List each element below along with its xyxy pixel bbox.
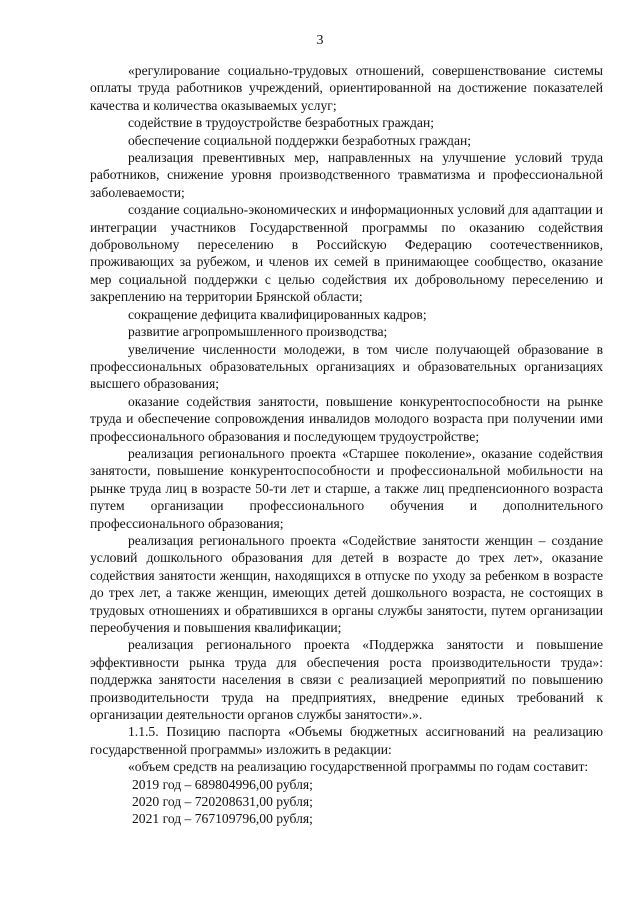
funding-year-line: 2020 год – 720208631,00 рубля; bbox=[132, 794, 313, 810]
paragraph: реализация превентивных мер, направленных на улучшение условий труда работников, снижение уровня производственного травматизма и профессиональной заболеваемости; bbox=[90, 150, 603, 200]
paragraph: оказание содействия занятости, повышение конкурентоспособности на рынке труда и обеспечение сопровождения инвалидов молодого возраста при получении ими профессионального образования и последующем трудоустройстве; bbox=[90, 393, 603, 444]
paragraph: увеличение численности молодежи, в том числе получающей образование в профессиональных образовательных организациях и образовательных организациях высшего образования; bbox=[90, 341, 603, 392]
funding-year-line: 2021 год – 767109796,00 рубля; bbox=[132, 811, 313, 827]
paragraph: развитие агропромышленного производства; bbox=[128, 324, 388, 340]
paragraph: сокращение дефицита квалифицированных кадров; bbox=[128, 306, 427, 322]
paragraph: реализация регионального проекта «Содействие занятости женщин – создание условий дошкольного образования для детей в возрасте до трех лет», оказание содействия занятости женщин, находящихся в отпуске по уходу за ребенком в возрасте до трех лет, а также женщин, имеющих детей дошкольного возраста, не состоящих в трудовых отношениях и обратившихся в органы службы занятости, путем организации переобучения и повышения квалификации; bbox=[90, 532, 603, 635]
paragraph: реализация регионального проекта «Поддержка занятости и повышение эффективности рынка труда для обеспечения роста производительности труда»: поддержка занятости населения в связи с реализацией мероприятий по повышению производительности труда на предприятиях, внедрение единых требований к организации деятельности органов службы занятости».». bbox=[90, 637, 603, 723]
paragraph: создание социально-экономических и информационных условий для адаптации и интеграции участников Государственной программы по оказанию содействия добровольному переселению в Российскую Федерацию соотечественников, проживающих за рубежом, и членов их семей в принимающее сообщество, оказание мер социальной поддержки с целью содействия их добровольному переселению и закреплению на территории Брянской области; bbox=[90, 202, 603, 305]
document-body bbox=[90, 62, 603, 828]
paragraph: «регулирование социально-трудовых отношений, совершенствование системы оплаты труда работников учреждений, ориентированной на достижение показателей качества и количества оказываемых услуг; bbox=[90, 63, 603, 113]
paragraph: «объем средств на реализацию государственной программы по годам составит: bbox=[128, 759, 589, 775]
paragraph: 1.1.5. Позицию паспорта «Объемы бюджетных ассигнований на реализацию государственной программы» изложить в редакции: bbox=[90, 724, 603, 757]
paragraph: реализация регионального проекта «Старшее поколение», оказание содействия занятости, повышение конкурентоспособности и профессиональной мобильности на рынке труда лиц в возрасте 50-ти лет и старше, а также лиц предпенсионного возраста путем организации профессионального обучения и дополнительного профессионального образования; bbox=[90, 445, 603, 531]
paragraph: содействие в трудоустройстве безработных граждан; bbox=[128, 115, 435, 131]
funding-year-line: 2019 год – 689804996,00 рубля; bbox=[132, 776, 313, 792]
paragraph: обеспечение социальной поддержки безработных граждан; bbox=[128, 132, 472, 148]
page-number: 3 bbox=[316, 33, 324, 48]
